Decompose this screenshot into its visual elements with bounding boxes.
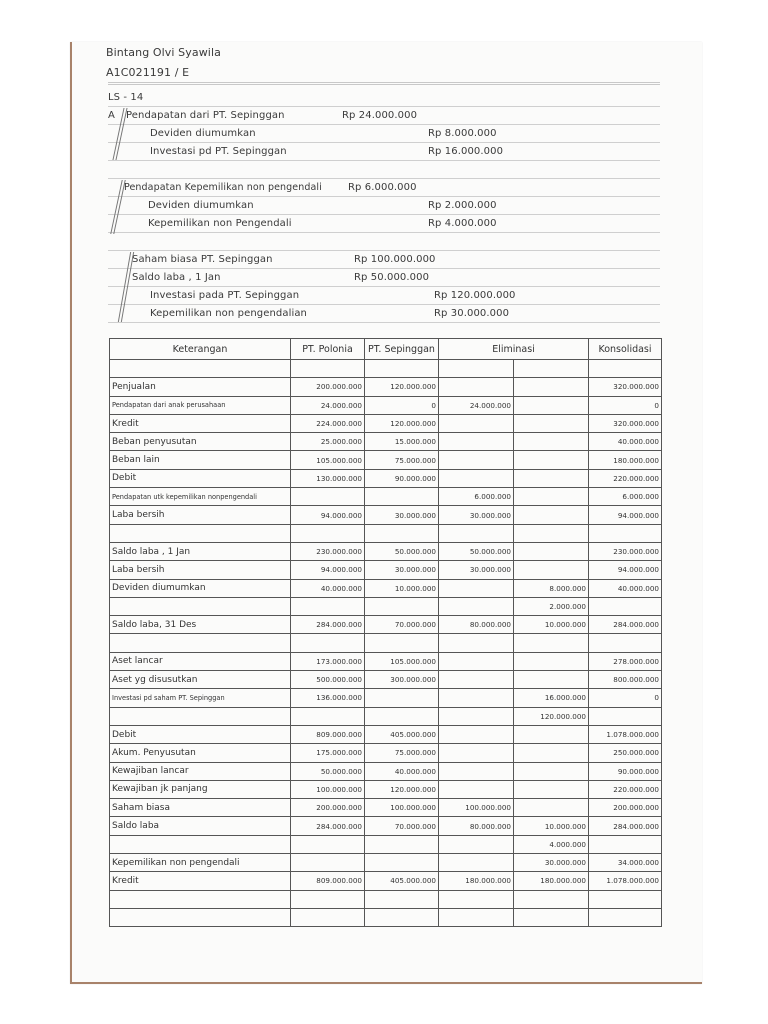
cell-sepinggan: 30.000.000 [365, 506, 439, 524]
cell-eliminasi-kredit [514, 671, 589, 689]
cell-sepinggan: 15.000.000 [365, 433, 439, 451]
row-label: Pendapatan dari anak perusahaan [110, 396, 291, 414]
cell-eliminasi-kredit: 120.000.000 [514, 707, 589, 725]
cell-eliminasi-debit [439, 451, 514, 469]
cell-eliminasi-debit [439, 908, 514, 926]
cell-sepinggan [365, 707, 439, 725]
cell-polonia: 24.000.000 [291, 396, 365, 414]
cell-eliminasi-debit [439, 597, 514, 615]
cell-sepinggan: 10.000.000 [365, 579, 439, 597]
table-row [110, 433, 662, 451]
cell-eliminasi-kredit [514, 725, 589, 743]
cell-polonia: 130.000.000 [291, 469, 365, 487]
cell-polonia [291, 908, 365, 926]
cell-sepinggan: 300.000.000 [365, 671, 439, 689]
row-label [110, 597, 291, 615]
ruled-line [108, 178, 660, 179]
journal-a-letter: A [108, 110, 115, 121]
cell-eliminasi-debit [439, 780, 514, 798]
cell-eliminasi-kredit [514, 433, 589, 451]
cell-polonia: 230.000.000 [291, 542, 365, 560]
cell-sepinggan: 75.000.000 [365, 451, 439, 469]
row-label [110, 360, 291, 378]
cell-eliminasi-kredit [514, 890, 589, 908]
table-row [110, 817, 662, 835]
table-row [110, 360, 662, 378]
cell-polonia [291, 634, 365, 652]
cell-eliminasi-kredit [514, 414, 589, 432]
cell-polonia: 94.000.000 [291, 506, 365, 524]
table-row [110, 689, 662, 707]
table-row [110, 616, 662, 634]
ruled-line [108, 124, 660, 125]
cell-eliminasi-kredit [514, 542, 589, 560]
table-row [110, 707, 662, 725]
cell-eliminasi-kredit [514, 506, 589, 524]
cell-eliminasi-kredit: 10.000.000 [514, 817, 589, 835]
row-label: Saldo laba, 31 Des [110, 616, 291, 634]
cell-konsolidasi: 34.000.000 [589, 854, 662, 872]
cell-eliminasi-debit [439, 725, 514, 743]
journal-c-bracket [118, 252, 131, 322]
row-label [110, 707, 291, 725]
cell-eliminasi-debit: 180.000.000 [439, 872, 514, 890]
cell-eliminasi-debit [439, 433, 514, 451]
cell-sepinggan [365, 597, 439, 615]
cell-konsolidasi: 250.000.000 [589, 744, 662, 762]
journal-b-bracket [110, 180, 122, 234]
journal-a-line3-label: Investasi pd PT. Sepinggan [150, 146, 287, 157]
cell-eliminasi-kredit [514, 799, 589, 817]
cell-eliminasi-debit: 80.000.000 [439, 616, 514, 634]
cell-konsolidasi: 94.000.000 [589, 506, 662, 524]
cell-polonia: 809.000.000 [291, 725, 365, 743]
cell-eliminasi-kredit: 16.000.000 [514, 689, 589, 707]
cell-eliminasi-debit [439, 579, 514, 597]
cell-sepinggan [365, 835, 439, 853]
cell-konsolidasi [589, 634, 662, 652]
cell-sepinggan [365, 634, 439, 652]
table-row [110, 835, 662, 853]
cell-konsolidasi: 278.000.000 [589, 652, 662, 670]
row-label: Akum. Penyusutan [110, 744, 291, 762]
cell-eliminasi-kredit [514, 396, 589, 414]
cell-eliminasi-kredit [514, 744, 589, 762]
journal-b-line3-amount: Rp 4.000.000 [428, 218, 497, 229]
table-row [110, 908, 662, 926]
header-keterangan: Keterangan [110, 339, 291, 360]
journal-b-line2-amount: Rp 2.000.000 [428, 200, 497, 211]
row-label: Aset yg disusutkan [110, 671, 291, 689]
cell-eliminasi-kredit [514, 652, 589, 670]
cell-eliminasi-kredit [514, 469, 589, 487]
table-row [110, 634, 662, 652]
table-row [110, 671, 662, 689]
cell-eliminasi-debit: 100.000.000 [439, 799, 514, 817]
ruled-line [108, 214, 660, 215]
table-row [110, 890, 662, 908]
cell-eliminasi-debit: 50.000.000 [439, 542, 514, 560]
cell-sepinggan [365, 360, 439, 378]
cell-konsolidasi: 0 [589, 689, 662, 707]
journal-c-line1-amount: Rp 100.000.000 [354, 254, 436, 265]
row-label: Deviden diumumkan [110, 579, 291, 597]
row-label [110, 835, 291, 853]
cell-konsolidasi [589, 707, 662, 725]
cell-eliminasi-debit [439, 744, 514, 762]
cell-eliminasi-kredit [514, 561, 589, 579]
worksheet-body [110, 360, 662, 927]
cell-eliminasi-kredit: 30.000.000 [514, 854, 589, 872]
table-row [110, 488, 662, 506]
notebook-page [70, 42, 702, 984]
worksheet-header-row [110, 339, 662, 360]
row-label: Debit [110, 725, 291, 743]
cell-eliminasi-debit [439, 854, 514, 872]
row-label: Kepemilikan non pengendali [110, 854, 291, 872]
cell-sepinggan: 120.000.000 [365, 378, 439, 396]
cell-polonia [291, 854, 365, 872]
cell-konsolidasi: 320.000.000 [589, 378, 662, 396]
cell-polonia: 94.000.000 [291, 561, 365, 579]
row-label: Saldo laba , 1 Jan [110, 542, 291, 560]
ruled-line [108, 160, 660, 161]
table-row [110, 469, 662, 487]
cell-konsolidasi [589, 835, 662, 853]
ruled-line [108, 250, 660, 251]
cell-eliminasi-debit [439, 634, 514, 652]
ruled-line [108, 286, 660, 287]
cell-sepinggan [365, 488, 439, 506]
journal-c-line1-label: Saham biasa PT. Sepinggan [132, 254, 273, 265]
row-label: Kewajiban jk panjang [110, 780, 291, 798]
table-row [110, 854, 662, 872]
cell-konsolidasi [589, 890, 662, 908]
cell-konsolidasi: 180.000.000 [589, 451, 662, 469]
cell-konsolidasi: 200.000.000 [589, 799, 662, 817]
table-row [110, 872, 662, 890]
journal-c-line3-amount: Rp 120.000.000 [434, 290, 516, 301]
cell-eliminasi-kredit [514, 360, 589, 378]
row-label: Aset lancar [110, 652, 291, 670]
ruled-line [108, 196, 660, 197]
table-row [110, 524, 662, 542]
table-row [110, 652, 662, 670]
cell-konsolidasi: 0 [589, 396, 662, 414]
cell-polonia: 500.000.000 [291, 671, 365, 689]
row-label: Beban lain [110, 451, 291, 469]
cell-eliminasi-debit [439, 524, 514, 542]
cell-polonia [291, 524, 365, 542]
cell-polonia: 200.000.000 [291, 799, 365, 817]
row-label [110, 890, 291, 908]
table-row [110, 542, 662, 560]
cell-polonia: 175.000.000 [291, 744, 365, 762]
cell-eliminasi-kredit: 2.000.000 [514, 597, 589, 615]
cell-konsolidasi: 284.000.000 [589, 817, 662, 835]
cell-sepinggan: 70.000.000 [365, 616, 439, 634]
cell-eliminasi-kredit [514, 908, 589, 926]
cell-eliminasi-kredit [514, 634, 589, 652]
cell-konsolidasi: 1.078.000.000 [589, 725, 662, 743]
section-title: LS - 14 [108, 92, 144, 103]
cell-sepinggan [365, 689, 439, 707]
cell-konsolidasi [589, 597, 662, 615]
cell-eliminasi-kredit [514, 524, 589, 542]
cell-eliminasi-debit: 30.000.000 [439, 506, 514, 524]
table-row [110, 414, 662, 432]
cell-sepinggan: 50.000.000 [365, 542, 439, 560]
table-row [110, 451, 662, 469]
cell-konsolidasi: 230.000.000 [589, 542, 662, 560]
row-label: Investasi pd saham PT. Sepinggan [110, 689, 291, 707]
cell-konsolidasi [589, 360, 662, 378]
header-eliminasi: Eliminasi [439, 339, 589, 360]
ruled-line [108, 232, 660, 233]
journal-a-line2-amount: Rp 8.000.000 [428, 128, 497, 139]
cell-polonia: 809.000.000 [291, 872, 365, 890]
row-label: Penjualan [110, 378, 291, 396]
consolidation-worksheet [109, 338, 662, 927]
cell-konsolidasi [589, 908, 662, 926]
cell-sepinggan [365, 524, 439, 542]
table-row [110, 378, 662, 396]
table-row [110, 799, 662, 817]
header-sepinggan: PT. Sepinggan [365, 339, 439, 360]
cell-konsolidasi: 220.000.000 [589, 469, 662, 487]
cell-eliminasi-kredit [514, 488, 589, 506]
row-label [110, 634, 291, 652]
student-name: Bintang Olvi Syawila [106, 46, 221, 59]
header-polonia: PT. Polonia [291, 339, 365, 360]
row-label: Kredit [110, 872, 291, 890]
cell-polonia: 50.000.000 [291, 762, 365, 780]
ruled-line [108, 142, 660, 143]
cell-polonia: 200.000.000 [291, 378, 365, 396]
cell-polonia: 284.000.000 [291, 817, 365, 835]
cell-sepinggan [365, 890, 439, 908]
cell-polonia [291, 360, 365, 378]
cell-eliminasi-debit: 6.000.000 [439, 488, 514, 506]
table-row [110, 597, 662, 615]
ruled-line [108, 268, 660, 269]
cell-eliminasi-kredit: 180.000.000 [514, 872, 589, 890]
cell-eliminasi-debit [439, 469, 514, 487]
table-row [110, 744, 662, 762]
cell-sepinggan: 90.000.000 [365, 469, 439, 487]
row-label: Pendapatan utk kepemilikan nonpengendali [110, 488, 291, 506]
cell-sepinggan [365, 854, 439, 872]
cell-eliminasi-debit [439, 689, 514, 707]
ruled-line [108, 304, 660, 305]
cell-eliminasi-debit [439, 835, 514, 853]
cell-eliminasi-kredit: 8.000.000 [514, 579, 589, 597]
cell-sepinggan: 405.000.000 [365, 725, 439, 743]
cell-konsolidasi: 284.000.000 [589, 616, 662, 634]
cell-polonia [291, 597, 365, 615]
journal-b-line2-label: Deviden diumumkan [148, 200, 254, 211]
journal-c-line3-label: Investasi pada PT. Sepinggan [150, 290, 300, 301]
table-row [110, 780, 662, 798]
cell-polonia: 105.000.000 [291, 451, 365, 469]
table-row [110, 561, 662, 579]
cell-polonia [291, 707, 365, 725]
journal-b-line1-label: Pendapatan Kepemilikan non pengendali [124, 182, 322, 193]
journal-c-line2-label: Saldo laba , 1 Jan [132, 272, 221, 283]
cell-sepinggan: 120.000.000 [365, 414, 439, 432]
cell-konsolidasi: 1.078.000.000 [589, 872, 662, 890]
journal-c-line4-amount: Rp 30.000.000 [434, 308, 510, 319]
cell-polonia: 224.000.000 [291, 414, 365, 432]
cell-eliminasi-debit [439, 378, 514, 396]
header-konsolidasi: Konsolidasi [589, 339, 662, 360]
cell-polonia [291, 488, 365, 506]
cell-eliminasi-debit [439, 360, 514, 378]
cell-sepinggan: 405.000.000 [365, 872, 439, 890]
row-label: Saldo laba [110, 817, 291, 835]
row-label: Debit [110, 469, 291, 487]
cell-eliminasi-kredit [514, 451, 589, 469]
cell-polonia: 40.000.000 [291, 579, 365, 597]
cell-konsolidasi: 800.000.000 [589, 671, 662, 689]
journal-b-line1-amount: Rp 6.000.000 [348, 182, 417, 193]
cell-sepinggan: 75.000.000 [365, 744, 439, 762]
cell-konsolidasi: 40.000.000 [589, 433, 662, 451]
cell-eliminasi-kredit: 10.000.000 [514, 616, 589, 634]
cell-konsolidasi: 220.000.000 [589, 780, 662, 798]
cell-eliminasi-debit [439, 414, 514, 432]
journal-c-line4-label: Kepemilikan non pengendalian [150, 308, 307, 319]
row-label [110, 524, 291, 542]
cell-polonia: 25.000.000 [291, 433, 365, 451]
row-label [110, 908, 291, 926]
cell-sepinggan: 70.000.000 [365, 817, 439, 835]
row-label: Saham biasa [110, 799, 291, 817]
table-row [110, 762, 662, 780]
journal-b-line3-label: Kepemilikan non Pengendali [148, 218, 292, 229]
cell-konsolidasi: 94.000.000 [589, 561, 662, 579]
cell-konsolidasi: 40.000.000 [589, 579, 662, 597]
cell-sepinggan: 120.000.000 [365, 780, 439, 798]
cell-eliminasi-kredit: 4.000.000 [514, 835, 589, 853]
cell-eliminasi-kredit [514, 762, 589, 780]
cell-sepinggan: 100.000.000 [365, 799, 439, 817]
cell-polonia [291, 890, 365, 908]
cell-eliminasi-debit [439, 707, 514, 725]
cell-eliminasi-debit: 30.000.000 [439, 561, 514, 579]
cell-polonia: 100.000.000 [291, 780, 365, 798]
row-label: Kredit [110, 414, 291, 432]
ruled-line [108, 106, 660, 107]
journal-a-line2-label: Deviden diumumkan [150, 128, 256, 139]
header-divider [108, 82, 660, 85]
cell-eliminasi-debit [439, 890, 514, 908]
row-label: Laba bersih [110, 561, 291, 579]
journal-a-line3-amount: Rp 16.000.000 [428, 146, 504, 157]
cell-sepinggan: 30.000.000 [365, 561, 439, 579]
cell-eliminasi-kredit [514, 378, 589, 396]
row-label: Beban penyusutan [110, 433, 291, 451]
cell-konsolidasi: 6.000.000 [589, 488, 662, 506]
row-label: Laba bersih [110, 506, 291, 524]
journal-a-line1-label: Pendapatan dari PT. Sepinggan [126, 110, 285, 121]
cell-eliminasi-debit [439, 652, 514, 670]
cell-polonia: 284.000.000 [291, 616, 365, 634]
cell-eliminasi-debit: 24.000.000 [439, 396, 514, 414]
ruled-line [108, 322, 660, 323]
cell-polonia [291, 835, 365, 853]
cell-konsolidasi: 320.000.000 [589, 414, 662, 432]
row-label: Kewajiban lancar [110, 762, 291, 780]
cell-sepinggan: 0 [365, 396, 439, 414]
cell-sepinggan [365, 908, 439, 926]
cell-polonia: 173.000.000 [291, 652, 365, 670]
cell-sepinggan: 40.000.000 [365, 762, 439, 780]
cell-polonia: 136.000.000 [291, 689, 365, 707]
table-row [110, 725, 662, 743]
cell-sepinggan: 105.000.000 [365, 652, 439, 670]
table-row [110, 579, 662, 597]
cell-eliminasi-debit [439, 671, 514, 689]
cell-eliminasi-kredit [514, 780, 589, 798]
cell-eliminasi-debit [439, 762, 514, 780]
cell-konsolidasi: 90.000.000 [589, 762, 662, 780]
journal-c-line2-amount: Rp 50.000.000 [354, 272, 430, 283]
journal-a-line1-amount: Rp 24.000.000 [342, 110, 418, 121]
table-row [110, 506, 662, 524]
student-id-class: A1C021191 / E [106, 66, 190, 79]
cell-konsolidasi [589, 524, 662, 542]
cell-eliminasi-debit: 80.000.000 [439, 817, 514, 835]
table-row [110, 396, 662, 414]
